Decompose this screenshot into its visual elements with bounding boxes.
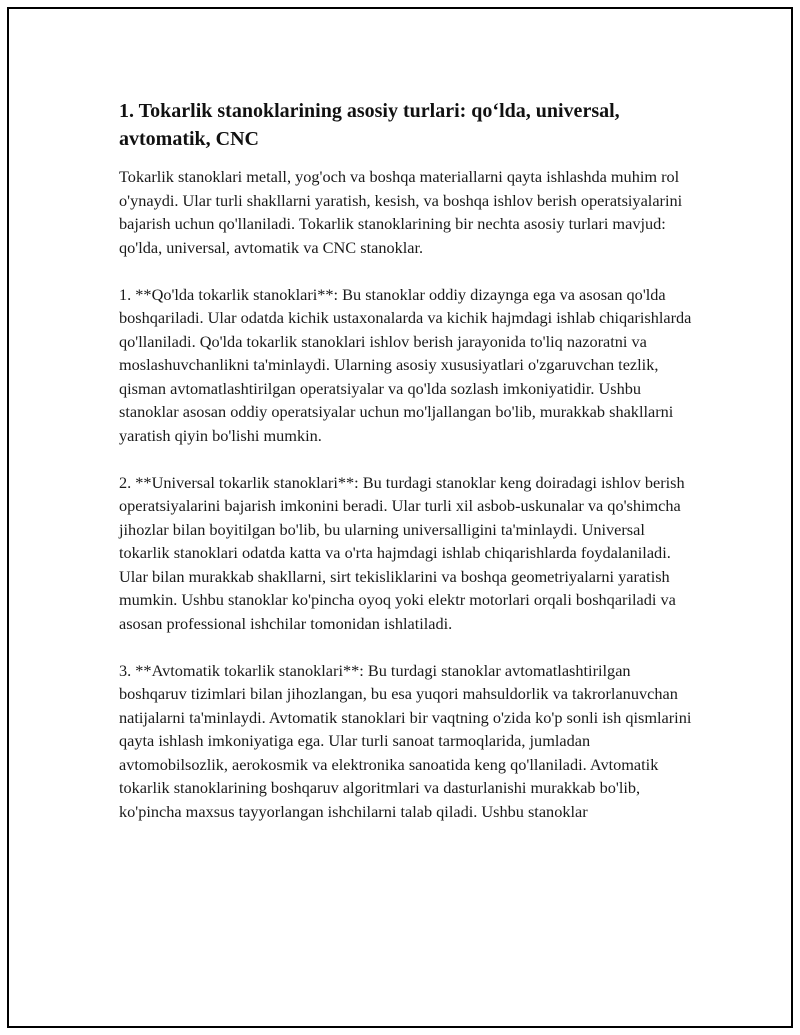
document-title: 1. Tokarlik stanoklarining asosiy turlari: qo‘lda, universal, avtomatik, CNC [119,100,620,150]
paragraph-automatic-lathes: 3. **Avtomatik tokarlik stanoklari**: Bu turdagi stanoklar avtomatlashtirilgan boshqaruv tizimlari bilan jihozlangan, bu esa yuqori mahsuldorlik va takrorlanuvchan natijalarni ta'minlaydi. Avtomatik stanoklari bir vaqtning o'zida ko'p sonli ish qismlarini qayta ishlash imkoniyatiga ega. Ular turli sanoat tarmoqlarida, jumladan avtomobilsozlik, aerokosmik va elektronika sanoatida keng qo'llaniladi. Avtomatik tokarlik stanoklarining boshqaruv algoritmlari va dasturlanishi murakkab bo'lib, ko'pincha maxsus tayyorlangan ishchilarni talab qiladi. Ushbu stanoklar [119,660,692,821]
page-frame [7,7,793,1028]
document-body [119,97,699,823]
paragraph-universal-lathes: 2. **Universal tokarlik stanoklari**: Bu turdagi stanoklar keng doiradagi ishlov berish operatsiyalarini bajarish imkonini beradi. Ular turli xil asbob-uskunalar va qo'shimcha jihozlar bilan boyitilgan bo'lib, bu ularning universalligini ta'minlaydi. Universal tokarlik stanoklari odatda katta va o'rta hajmdagi ishlab chiqarishlarda foydalaniladi. Ular bilan murakkab shakllarni, sirt tekisliklarini va boshqa geometriyalarni yaratish mumkin. Ushbu stanoklar ko'pincha oyoq yoki elektr motorlari orqali boshqariladi va asosan professional ishchilar tomonidan ishlatiladi. [119,472,685,633]
paragraph-intro: Tokarlik stanoklari metall, yog'och va boshqa materiallarni qayta ishlashda muhim rol o'ynaydi. Ular turli shakllarni yaratish, kesish, va boshqa ishlov berish operatsiyalarini bajarish uchun qo'llaniladi. Tokarlik stanoklarining bir nechta asosiy turlari mavjud: qo'lda, universal, avtomatik va CNC stanoklar. [119,167,683,257]
paragraph-manual-lathes: 1. **Qo'lda tokarlik stanoklari**: Bu stanoklar oddiy dizaynga ega va asosan qo'lda boshqariladi. Ular odatda kichik ustaxonalarda va kichik hajmdagi ishlab chiqarishlarda qo'llaniladi. Qo'lda tokarlik stanoklari ishlov berish jarayonida to'liq nazoratni va moslashuvchanlikni ta'minlaydi. Ularning asosiy xususiyatlari o'zgaruvchan tezlik, qisman avtomatlashtirilgan operatsiyalar va qo'lda sozlash imkoniyatidir. Ushbu stanoklar asosan oddiy operatsiyalar uchun mo'ljallangan bo'lib, murakkab shakllarni yaratish qiyin bo'lishi mumkin. [119,284,692,445]
